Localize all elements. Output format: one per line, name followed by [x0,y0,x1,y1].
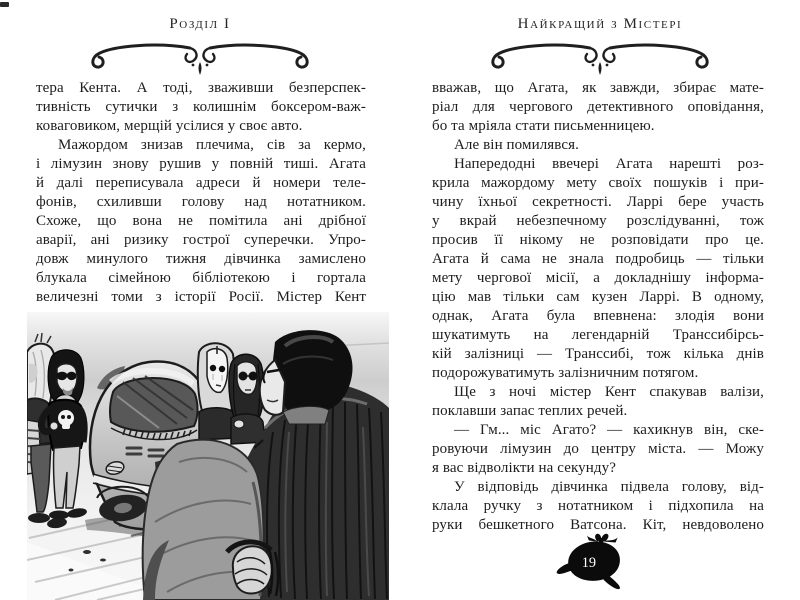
text-line: подорожуватимуть залізничним потягом. [432,365,699,381]
text-line: бо та мріяла стати письменницею. [432,118,655,134]
text-line: Але він помилявся. [454,137,580,153]
right-page [400,0,800,600]
text-line: фонів, схиливши голову над нотатником. [36,194,366,210]
text-line: мету чергової місії, а докладнішу інформа- [432,270,764,286]
text-line: і лімузин знову рушив у повній тиші. Агата [36,156,366,172]
text-line: поклавши запас теплих речей. [432,403,628,419]
text-line: тивність сутички з колишнім боксером-важ- [36,99,366,115]
text-line: й далі переписувала адреси й номери теле- [36,175,366,191]
body-text [36,79,366,307]
running-title: Найкращий з Містері [517,16,683,32]
text-line: однак, Агата була впевнена: злодія вони [432,308,764,324]
text-line: — Гм... міс Агато? — кахикнув він, ске- [454,422,764,438]
text-line: Схоже, що вона не помітила ані дрібної [36,213,366,229]
text-line: блукала сімейною бібліотекою і гортала [36,270,366,286]
text-line: кій залізниці — Транссибі, тож кілька днів [432,346,764,362]
text-line: крила мажордому мету своїх пошуків і при- [432,175,764,191]
text-line: вважав, що Агата, як завжди, збирає мате- [432,80,764,96]
round-sunglasses [239,372,248,381]
flourish-ornament [484,40,716,76]
text-line: руки бешкетного Ватсона. Кіт, невдоволено [432,517,764,533]
text-line: У відповідь дівчинка підвела голову, від- [454,479,764,495]
text-line: Агата й сама не знала подробиць — тільки [432,251,764,267]
text-line: просив її нікому не розповідати про це. [432,232,764,248]
text-line: аварії, ані ризику гострої суперечки. Упро- [36,232,366,248]
text-line: цію мав тільки сам кузен Ларрі. В одному, [432,289,764,305]
text-line: клала ручку з нотатником і підхопила на [432,498,764,514]
text-line: чину їхньої секретності. Ларрі бере участь [432,194,764,210]
fist [233,546,272,593]
band-member-glasses [229,354,265,444]
text-line: ріал для чергового детективного оповідання, [432,99,764,115]
text-line: шукатимуть на легендарній Транссибірсь- [432,327,764,343]
text-line: Мажордом знизав плечима, сів за кермо, [58,137,366,153]
text-line: ровуючи лімузин до центру міста. — Можу [432,441,764,457]
page-number: 19 [581,555,597,572]
text-line: Ще з ночі містер Кент спакував валізи, [454,384,764,400]
body-text [432,79,764,535]
text-line: довж минулого тижня дівчинка замислено [36,251,366,267]
text-line: я вас відволікти на секунду? [432,460,616,476]
text-line: тера Кента. А тоді, зваживши безперспек- [36,80,366,96]
page-number-emblem [554,531,632,593]
text-line: Напередодні ввечері Агата нарешті роз- [454,156,764,172]
illustration [27,312,389,600]
text-line: величезні томи з історії Росії. Містер Кент [36,289,366,305]
text-line: коваговиком, мерщій усілися у своє авто. [36,118,303,134]
chapter-heading: Розділ І [169,16,231,32]
flourish-ornament [84,40,316,76]
text-line: у вкрай небезпечному розслідуванні, тож [432,213,764,229]
collar [283,406,329,424]
